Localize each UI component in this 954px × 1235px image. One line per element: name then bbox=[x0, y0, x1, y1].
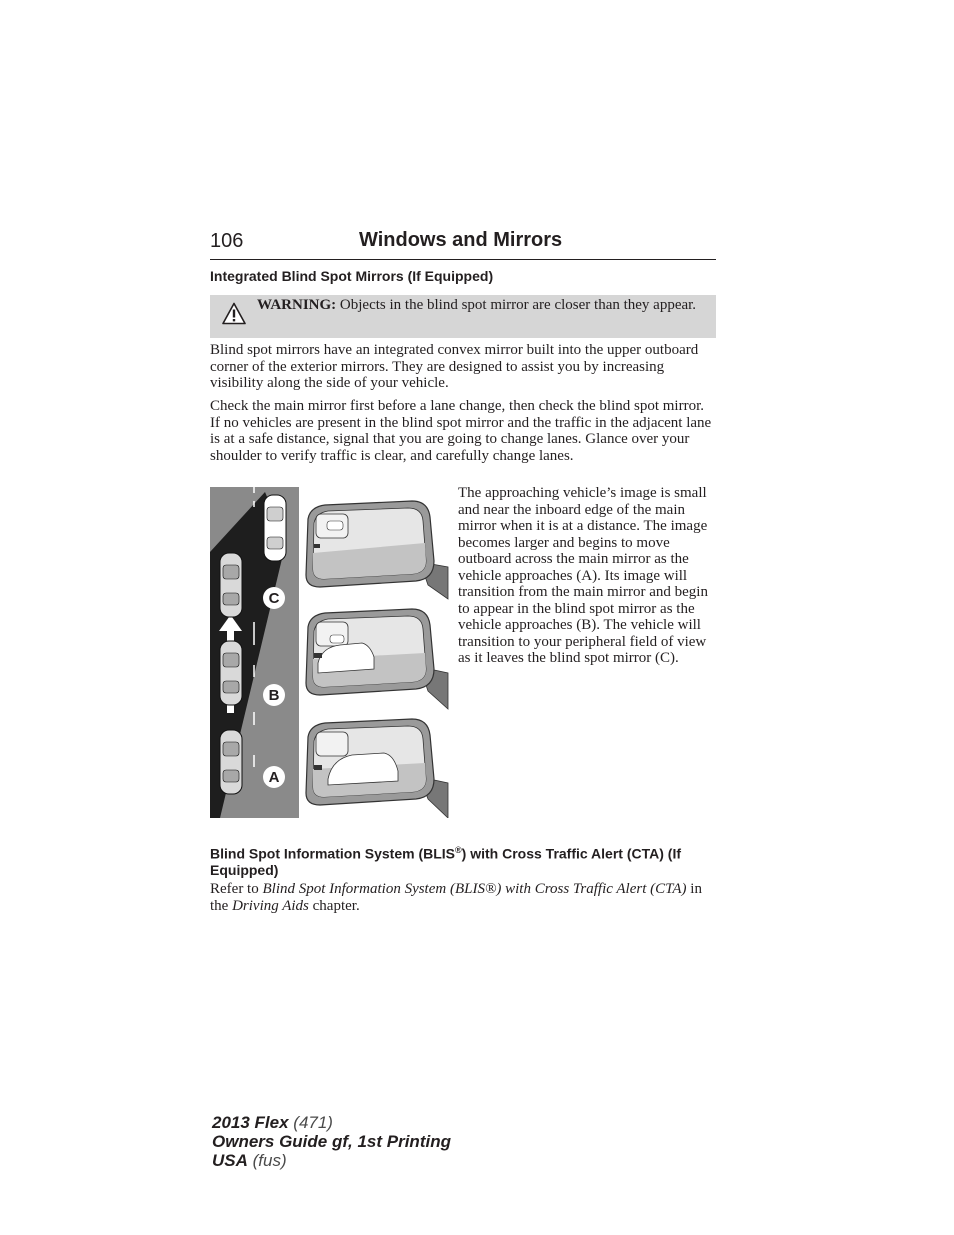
section-heading-blis bbox=[210, 842, 716, 878]
warning-box bbox=[210, 295, 716, 338]
car-own-lane-bottom bbox=[220, 730, 242, 794]
blis-heading-part1: Blind Spot Information System (BLIS bbox=[210, 845, 456, 862]
chapter-title: Windows and Mirrors bbox=[359, 229, 563, 251]
footer-guide bbox=[212, 1132, 451, 1151]
paragraph-blis-reference bbox=[210, 881, 716, 914]
header-rule bbox=[210, 259, 716, 260]
footer-market-code: (fus) bbox=[247, 1151, 287, 1170]
mirror-view-a bbox=[306, 719, 448, 818]
registered-mark: ® bbox=[455, 845, 462, 855]
refer-prefix: Refer to bbox=[210, 881, 263, 897]
footer-guide-name: Owners Guide gf, 1st Printing bbox=[212, 1132, 451, 1151]
car-own-lane-top bbox=[220, 553, 242, 617]
paragraph-lane-change: Check the main mirror first before a lane change, then check the blind spot mirror. If no vehicles are present in the blind spot mirror and the traffic in the adjacent lane is at a safe distance, signal that you are going to change lanes. Glance over your shoulder to verify traffic is clear, and carefully change lanes. bbox=[210, 398, 712, 464]
car-c-position bbox=[264, 495, 286, 561]
lane-diagram bbox=[210, 487, 300, 818]
footer-market bbox=[212, 1151, 287, 1170]
paragraph-approaching-vehicle: The approaching vehicle’s image is small and near the inboard edge of the main mirror when it is at a distance. The image becomes larger and begins to move outboard across the main mirror as the vehicle approaches (A). Its image will transition from the main mirror and begin to appear in the blind spot mirror as the vehicle approaches (B). The vehicle will transition to your peripheral field of view as it leaves the blind spot mirror (C). bbox=[458, 485, 708, 666]
footer-model-name: 2013 Flex bbox=[212, 1113, 289, 1132]
label-b: B bbox=[268, 687, 280, 704]
car-own-lane-middle bbox=[220, 641, 242, 705]
driving-aids-reference: Driving Aids bbox=[232, 897, 309, 914]
refer-mid: in the bbox=[210, 881, 702, 914]
warning-triangle-icon bbox=[222, 302, 246, 325]
section-heading-blind-spot-mirrors: Integrated Blind Spot Mirrors (If Equipped) bbox=[210, 268, 494, 284]
warning-message: Objects in the blind spot mirror are closer than they appear. bbox=[336, 297, 697, 313]
label-a: A bbox=[268, 769, 280, 786]
warning-label: WARNING: bbox=[257, 297, 337, 313]
footer-model-code: (471) bbox=[288, 1113, 333, 1132]
refer-suffix: chapter. bbox=[308, 897, 360, 914]
footer-market-name: USA bbox=[212, 1151, 248, 1170]
label-c: C bbox=[268, 590, 280, 607]
mirror-view-c bbox=[306, 501, 448, 599]
mirror-view-b bbox=[306, 609, 448, 709]
footer-model bbox=[212, 1113, 333, 1132]
paragraph-mirror-description: Blind spot mirrors have an integrated convex mirror built into the upper outboard corner of the exterior mirrors. They are designed to assist you by increasing visibility along the side of your vehicle. bbox=[210, 342, 699, 391]
blis-heading-part2: ) with Cross Traffic Alert (CTA) (If Equipped) bbox=[210, 845, 681, 878]
page-number: 106 bbox=[210, 230, 244, 252]
blis-cross-reference: Blind Spot Information System (BLIS®) with Cross Traffic Alert (CTA) bbox=[262, 881, 687, 897]
warning-text bbox=[257, 297, 702, 314]
mirror-views bbox=[300, 487, 450, 818]
